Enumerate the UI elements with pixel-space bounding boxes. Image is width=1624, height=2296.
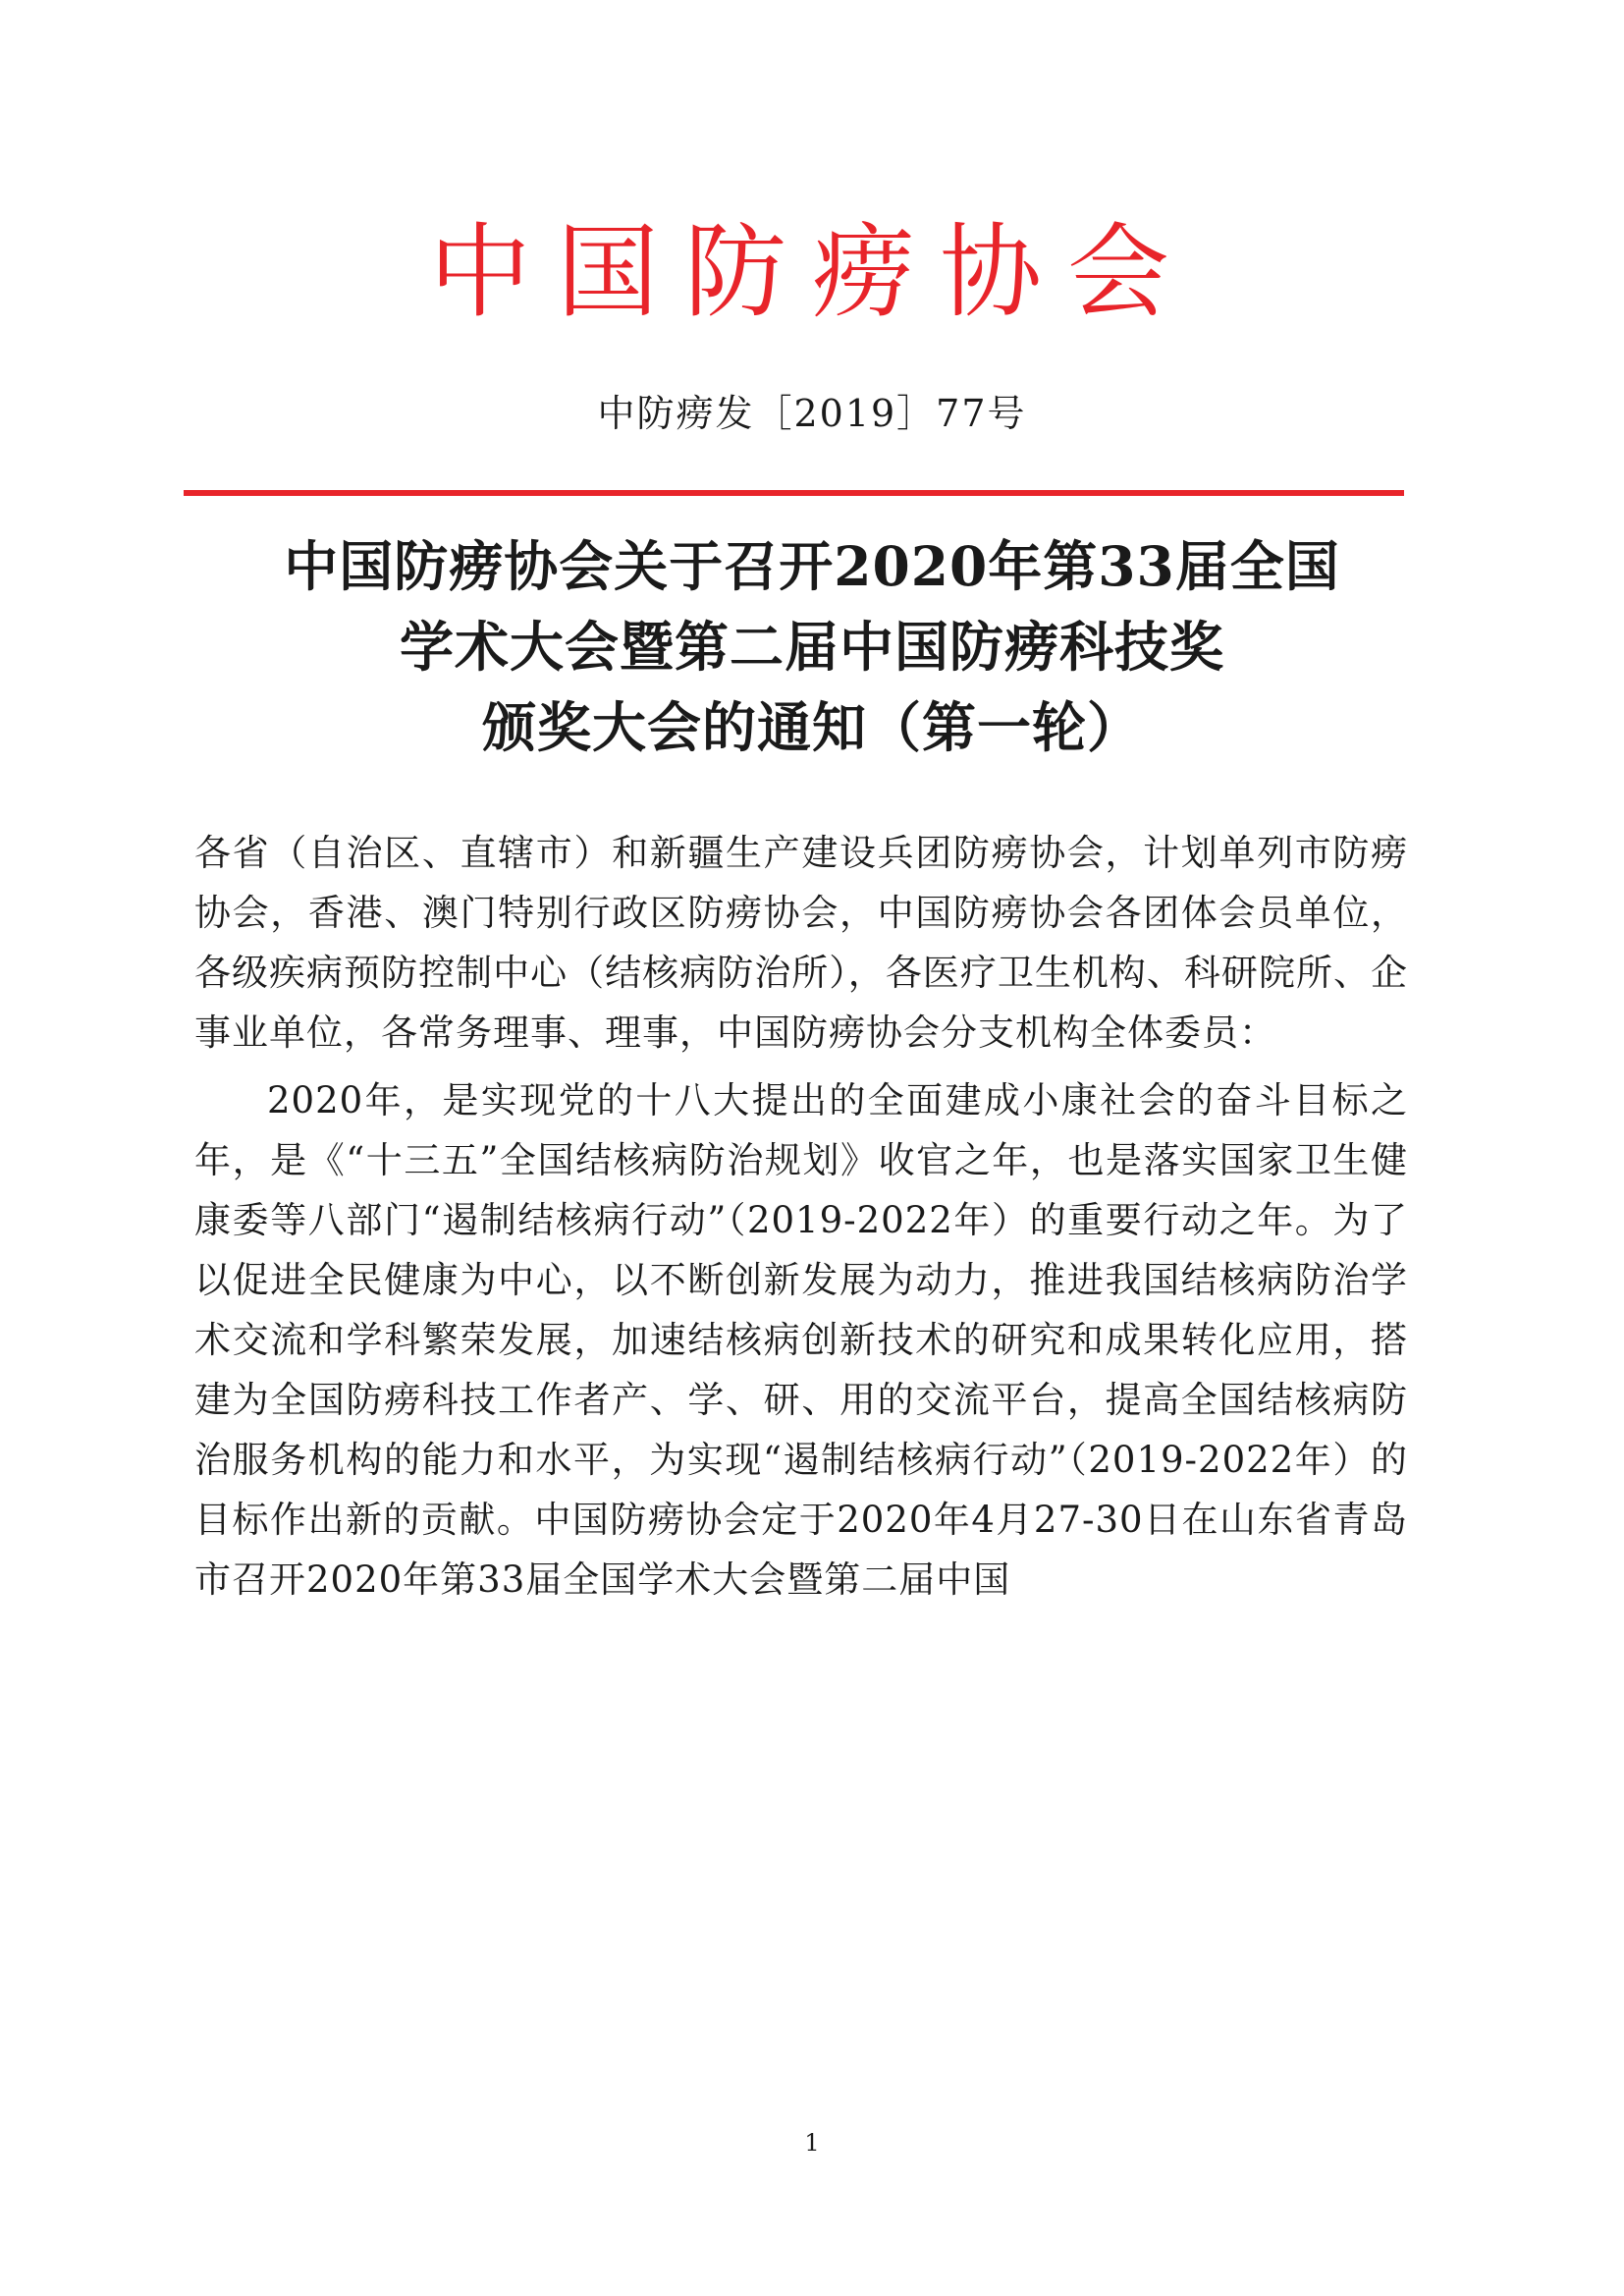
document-number: 中防痨发［2019］77号: [597, 392, 1027, 435]
title-line-2: 学术大会暨第二届中国防痨科技奖: [399, 615, 1224, 679]
title-line-3: 颁奖大会的通知（第一轮）: [481, 695, 1142, 759]
notice-title: [0, 526, 1624, 768]
salutation-paragraph: 各省（自治区、直辖市）和新疆生产建设兵团防痨协会，计划单列市防痨协会，香港、澳门特别行政区防痨协会，中国防痨协会各团体会员单位，各级疾病预防控制中心（结核病防治所），各医疗卫生机构、科研院所、企事业单位，各常务理事、理事，中国防痨协会分支机构全体委员：: [194, 832, 1408, 1054]
title-line-1: 中国防痨协会关于召开2020年第33届全国: [284, 534, 1340, 598]
page-number: 1: [804, 2129, 820, 2157]
notice-body: [194, 823, 1408, 1617]
red-divider-line: [184, 490, 1404, 496]
organization-header: 中国防痨协会: [428, 212, 1195, 332]
body-paragraph: 2020年，是实现党的十八大提出的全面建成小康社会的奋斗目标之年，是《“十三五”全国结核病防治规划》收官之年，也是落实国家卫生健康委等八部门“遏制结核病行动”（2019-2022年）的重要行动之年。为了以促进全民健康为中心，以不断创新发展为动力，推进我国结核病防治学术交流和学科繁荣发展，加速结核病创新技术的研究和成果转化应用，搭建为全国防痨科技工作者产、学、研、用的交流平台，提高全国结核病防治服务机构的能力和水平，为实现“遏制结核病行动”（2019-2022年）的目标作出新的贡献。中国防痨协会定于2020年4月27-30日在山东省青岛市召开2020年第33届全国学术大会暨第二届中国: [194, 1079, 1408, 1601]
